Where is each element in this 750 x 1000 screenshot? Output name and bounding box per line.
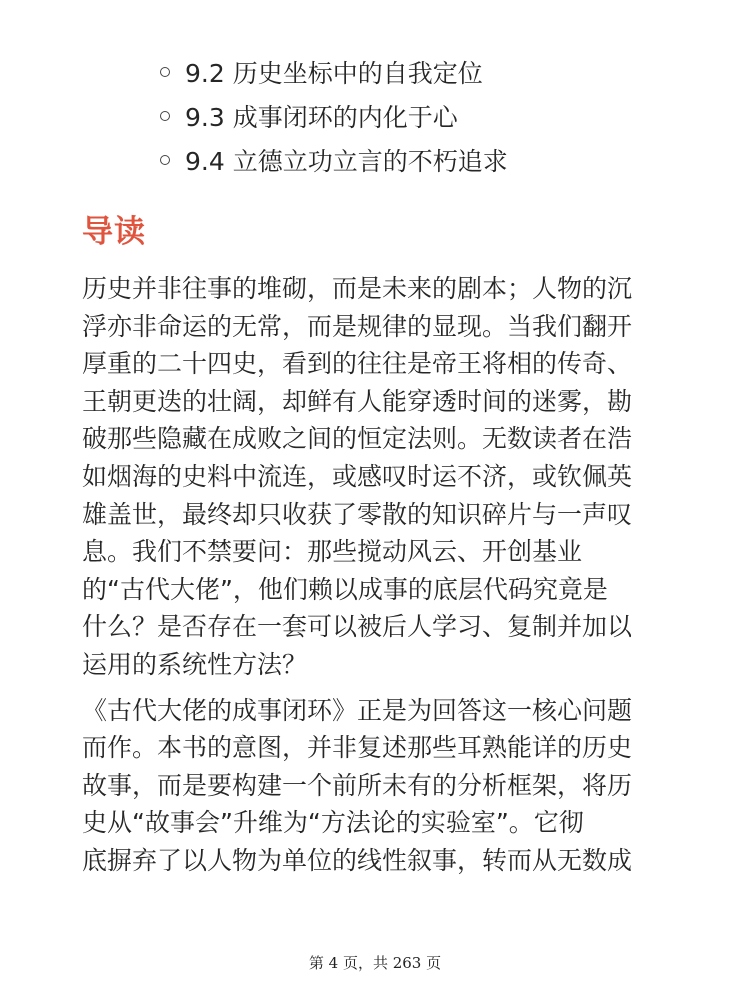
- paragraph-1: [82, 270, 672, 684]
- text-line: 息。我们不禁要问：那些搅动风云、开创基业: [82, 537, 583, 567]
- text-line: 《古代大佬的成事闭环》正是为回答这一核心问题: [82, 695, 633, 725]
- text-line: 史从“故事会”升维为“方法论的实验室”。它彻: [82, 808, 584, 838]
- text-line: 如烟海的史料中流连，或感叹时运不济，或钦佩英: [82, 461, 633, 491]
- toc-item-label: 9.4 立德立功立言的不朽追求: [185, 147, 508, 176]
- text-line: 底摒弃了以人物为单位的线性叙事，转而从无数成: [82, 845, 633, 875]
- toc-item[interactable]: [160, 94, 508, 138]
- hollow-circle-bullet-icon: [160, 111, 170, 121]
- text-line: 故事，而是要构建一个前所未有的分析框架，将历: [82, 770, 633, 800]
- page-footer: [0, 952, 750, 973]
- text-line: 破那些隐藏在成败之间的恒定法则。无数读者在浩: [82, 424, 633, 454]
- hollow-circle-bullet-icon: [160, 67, 170, 77]
- text-line: 厚重的二十四史，看到的往往是帝王将相的传奇、: [82, 349, 633, 379]
- toc-item[interactable]: [160, 50, 508, 94]
- text-line: 历史并非往事的堆砌，而是未来的剧本；人物的沉: [82, 274, 633, 303]
- page-number-label: 第 4 页，共 263 页: [308, 954, 442, 972]
- body-text: [82, 270, 672, 888]
- section-heading: 导读: [82, 214, 146, 250]
- text-line: 浮亦非命运的无常，而是规律的显现。当我们翻开: [82, 311, 633, 341]
- hollow-circle-bullet-icon: [160, 155, 170, 165]
- toc-item-label: 9.3 成事闭环的内化于心: [185, 103, 458, 132]
- toc-item-label: 9.2 历史坐标中的自我定位: [185, 59, 483, 88]
- text-line: 运用的系统性方法？: [82, 649, 308, 679]
- text-line: 而作。本书的意图，并非复述那些耳熟能详的历史: [82, 733, 633, 763]
- text-line: 雄盖世，最终却只收获了零散的知识碎片与一声叹: [82, 499, 633, 529]
- text-line: 王朝更迭的壮阔，却鲜有人能穿透时间的迷雾，勘: [82, 386, 633, 416]
- text-line: 什么？是否存在一套可以被后人学习、复制并加以: [82, 612, 633, 642]
- paragraph-2: [82, 692, 672, 880]
- toc-item[interactable]: [160, 138, 508, 182]
- text-line: 的“古代大佬”，他们赖以成事的底层代码究竟是: [82, 574, 608, 604]
- table-of-contents: [160, 50, 508, 182]
